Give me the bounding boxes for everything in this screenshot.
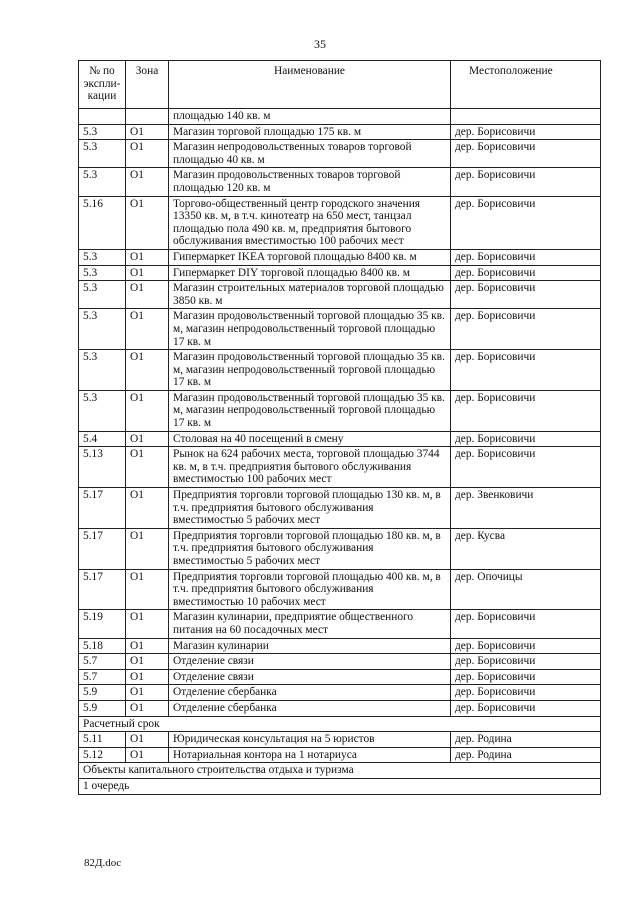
cell-location: дер. Родина bbox=[451, 747, 601, 763]
cell-name: Магазин продовольственный торговой площадью 35 кв. м, магазин непродовольственный торговой площадью 17 кв. м bbox=[169, 350, 451, 391]
header-name: Наименование bbox=[169, 61, 451, 109]
table-row bbox=[79, 669, 601, 685]
cell-zone: О1 bbox=[126, 732, 169, 748]
header-num: № по экспли-кации bbox=[79, 61, 126, 109]
cell-name: площадью 140 кв. м bbox=[169, 109, 451, 125]
table-row bbox=[79, 309, 601, 350]
cell-location: дер. Звенковичи bbox=[451, 488, 601, 529]
cell-num: 5.9 bbox=[79, 685, 126, 701]
table-row bbox=[79, 447, 601, 488]
cell-name: Рынок на 624 рабочих места, торговой площадью 3744 кв. м, в т.ч. предприятия бытового обслуживания вместимостью 100 рабочих мест bbox=[169, 447, 451, 488]
table-row bbox=[79, 431, 601, 447]
section-row bbox=[79, 763, 601, 779]
cell-location: дер. Борисовичи bbox=[451, 431, 601, 447]
cell-zone: О1 bbox=[126, 700, 169, 716]
cell-location: дер. Борисовичи bbox=[451, 249, 601, 265]
cell-num: 5.17 bbox=[79, 569, 126, 610]
cell-location: дер. Кусва bbox=[451, 528, 601, 569]
cell-name: Магазин продовольственный торговой площадью 35 кв. м, магазин непродовольственный торговой площадью 17 кв. м bbox=[169, 390, 451, 431]
table-row bbox=[79, 700, 601, 716]
table-row bbox=[79, 747, 601, 763]
table-row bbox=[79, 140, 601, 168]
cell-location: дер. Борисовичи bbox=[451, 669, 601, 685]
table-row bbox=[79, 249, 601, 265]
cell-name: Торгово-общественный центр городского значения 13350 кв. м, в т.ч. кинотеатр на 650 мест, танцзал площадью пола 490 кв. м, предприятия бытового обслуживания вместимостью 100 рабочих мест bbox=[169, 196, 451, 249]
cell-location: дер. Борисовичи bbox=[451, 685, 601, 701]
cell-num: 5.3 bbox=[79, 140, 126, 168]
cell-num: 5.11 bbox=[79, 732, 126, 748]
cell-name: Отделение связи bbox=[169, 654, 451, 670]
cell-num: 5.3 bbox=[79, 309, 126, 350]
cell-zone bbox=[126, 109, 169, 125]
section-capital-title: Объекты капитального строительства отдыха и туризма bbox=[79, 763, 601, 779]
cell-location: дер. Борисовичи bbox=[451, 309, 601, 350]
table-row bbox=[79, 390, 601, 431]
cell-location: дер. Борисовичи bbox=[451, 638, 601, 654]
table-row bbox=[79, 685, 601, 701]
cell-name: Предприятия торговли торговой площадью 180 кв. м, в т.ч. предприятия бытового обслуживания вместимостью 5 рабочих мест bbox=[169, 528, 451, 569]
cell-location: дер. Опочицы bbox=[451, 569, 601, 610]
table-row bbox=[79, 281, 601, 309]
section-estimated-title: Расчетный срок bbox=[79, 716, 601, 732]
cell-name: Предприятия торговли торговой площадью 130 кв. м, в т.ч. предприятия бытового обслуживания вместимостью 5 рабочих мест bbox=[169, 488, 451, 529]
table-header-row bbox=[79, 61, 601, 109]
cell-location: дер. Борисовичи bbox=[451, 281, 601, 309]
cell-num: 5.3 bbox=[79, 350, 126, 391]
table-row bbox=[79, 654, 601, 670]
cell-num: 5.3 bbox=[79, 249, 126, 265]
capital-section bbox=[79, 763, 601, 794]
header-location: Местоположение bbox=[451, 61, 601, 109]
cell-num: 5.17 bbox=[79, 528, 126, 569]
cell-num: 5.4 bbox=[79, 431, 126, 447]
cell-name: Отделение сбербанка bbox=[169, 700, 451, 716]
cell-name: Магазин непродовольственных товаров торговой площадью 40 кв. м bbox=[169, 140, 451, 168]
table-row bbox=[79, 488, 601, 529]
table-row bbox=[79, 610, 601, 638]
cell-name: Отделение связи bbox=[169, 669, 451, 685]
cell-zone: О1 bbox=[126, 431, 169, 447]
table-row bbox=[79, 638, 601, 654]
cell-name: Магазин продовольственных товаров торговой площадью 120 кв. м bbox=[169, 168, 451, 196]
cell-zone: О1 bbox=[126, 350, 169, 391]
cell-zone: О1 bbox=[126, 685, 169, 701]
table-row bbox=[79, 350, 601, 391]
cell-zone: О1 bbox=[126, 747, 169, 763]
table-row bbox=[79, 528, 601, 569]
table-row bbox=[79, 109, 601, 125]
cell-location: дер. Борисовичи bbox=[451, 196, 601, 249]
cell-name: Гипермаркет IKEA торговой площадью 8400 кв. м bbox=[169, 249, 451, 265]
cell-zone: О1 bbox=[126, 124, 169, 140]
cell-location: дер. Борисовичи bbox=[451, 124, 601, 140]
cell-num: 5.7 bbox=[79, 669, 126, 685]
cell-zone: О1 bbox=[126, 528, 169, 569]
cell-name: Нотариальная контора на 1 нотариуса bbox=[169, 747, 451, 763]
cell-zone: О1 bbox=[126, 569, 169, 610]
cell-location bbox=[451, 109, 601, 125]
estimated-section bbox=[79, 716, 601, 763]
cell-zone: О1 bbox=[126, 654, 169, 670]
file-name-footer: 82Д.doc bbox=[84, 857, 122, 869]
cell-location: дер. Родина bbox=[451, 732, 601, 748]
cell-name: Магазин кулинарии bbox=[169, 638, 451, 654]
cell-zone: О1 bbox=[126, 669, 169, 685]
cell-zone: О1 bbox=[126, 249, 169, 265]
cell-zone: О1 bbox=[126, 610, 169, 638]
cell-name: Магазин кулинарии, предприятие общественного питания на 60 посадочных мест bbox=[169, 610, 451, 638]
section-stage-title: 1 очередь bbox=[79, 778, 601, 794]
cell-num: 5.3 bbox=[79, 281, 126, 309]
cell-num: 5.16 bbox=[79, 196, 126, 249]
cell-num: 5.3 bbox=[79, 124, 126, 140]
table-row bbox=[79, 732, 601, 748]
cell-zone: О1 bbox=[126, 281, 169, 309]
cell-zone: О1 bbox=[126, 390, 169, 431]
cell-zone: О1 bbox=[126, 309, 169, 350]
cell-location: дер. Борисовичи bbox=[451, 168, 601, 196]
cell-location: дер. Борисовичи bbox=[451, 140, 601, 168]
cell-zone: О1 bbox=[126, 488, 169, 529]
section-row bbox=[79, 778, 601, 794]
cell-num: 5.13 bbox=[79, 447, 126, 488]
cell-num: 5.12 bbox=[79, 747, 126, 763]
cell-num: 5.7 bbox=[79, 654, 126, 670]
cell-location: дер. Борисовичи bbox=[451, 610, 601, 638]
cell-name: Столовая на 40 посещений в смену bbox=[169, 431, 451, 447]
cell-location: дер. Борисовичи bbox=[451, 654, 601, 670]
cell-name: Юридическая консультация на 5 юристов bbox=[169, 732, 451, 748]
cell-location: дер. Борисовичи bbox=[451, 700, 601, 716]
cell-num: 5.3 bbox=[79, 390, 126, 431]
cell-num: 5.9 bbox=[79, 700, 126, 716]
cell-num: 5.3 bbox=[79, 265, 126, 281]
cell-location: дер. Борисовичи bbox=[451, 390, 601, 431]
objects-table bbox=[78, 60, 601, 795]
cell-name: Отделение сбербанка bbox=[169, 685, 451, 701]
cell-num: 5.3 bbox=[79, 168, 126, 196]
table-row bbox=[79, 196, 601, 249]
cell-name: Магазин продовольственный торговой площадью 35 кв. м, магазин непродовольственный торговой площадью 17 кв. м bbox=[169, 309, 451, 350]
header-zone: Зона bbox=[126, 61, 169, 109]
cell-zone: О1 bbox=[126, 638, 169, 654]
cell-location: дер. Борисовичи bbox=[451, 350, 601, 391]
cell-name: Магазин строительных материалов торговой площадью 3850 кв. м bbox=[169, 281, 451, 309]
page-number: 35 bbox=[314, 37, 326, 51]
table-row bbox=[79, 265, 601, 281]
cell-zone: О1 bbox=[126, 265, 169, 281]
table-body bbox=[79, 109, 601, 717]
cell-name: Гипермаркет DIY торговой площадью 8400 кв. м bbox=[169, 265, 451, 281]
cell-num bbox=[79, 109, 126, 125]
cell-name: Магазин торговой площадью 175 кв. м bbox=[169, 124, 451, 140]
cell-num: 5.17 bbox=[79, 488, 126, 529]
table-row bbox=[79, 124, 601, 140]
cell-zone: О1 bbox=[126, 140, 169, 168]
cell-location: дер. Борисовичи bbox=[451, 265, 601, 281]
cell-location: дер. Борисовичи bbox=[451, 447, 601, 488]
table-row bbox=[79, 569, 601, 610]
table-row bbox=[79, 168, 601, 196]
cell-zone: О1 bbox=[126, 168, 169, 196]
cell-zone: О1 bbox=[126, 196, 169, 249]
cell-zone: О1 bbox=[126, 447, 169, 488]
cell-name: Предприятия торговли торговой площадью 400 кв. м, в т.ч. предприятия бытового обслуживания вместимостью 10 рабочих мест bbox=[169, 569, 451, 610]
section-row bbox=[79, 716, 601, 732]
cell-num: 5.18 bbox=[79, 638, 126, 654]
cell-num: 5.19 bbox=[79, 610, 126, 638]
